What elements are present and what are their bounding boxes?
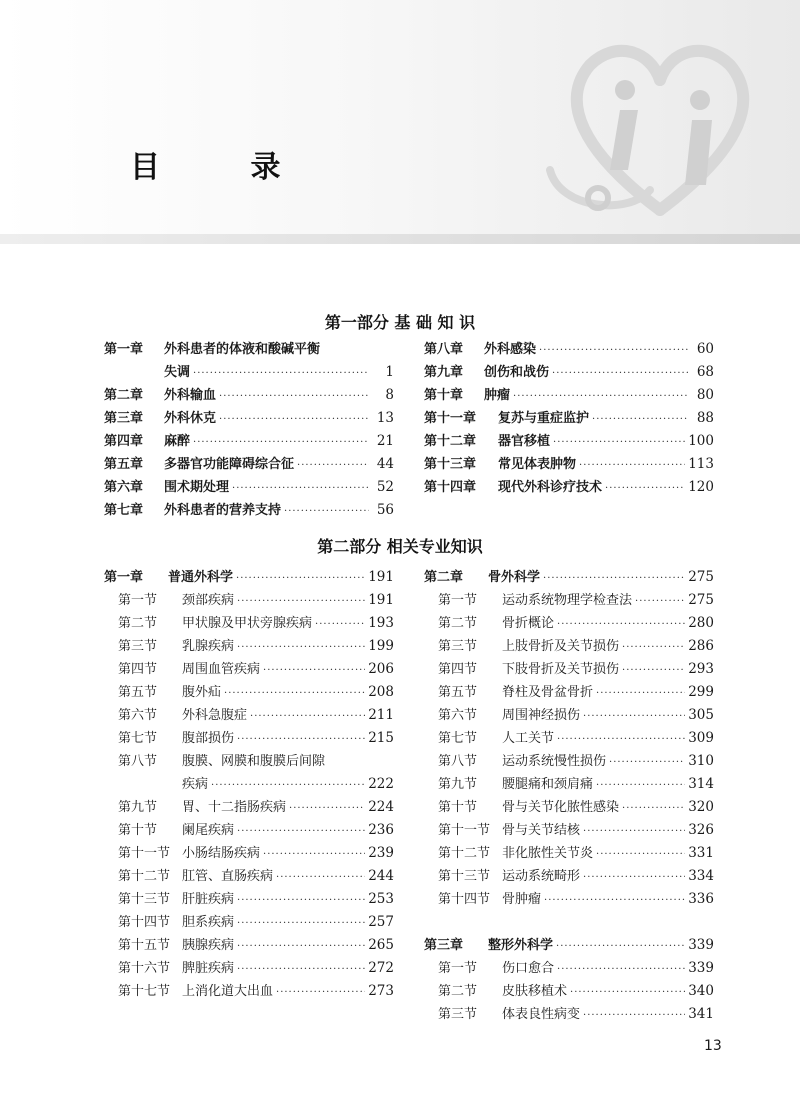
toc-entry[interactable]: [424, 453, 714, 476]
toc-entry[interactable]: [424, 658, 714, 681]
toc-entry[interactable]: [104, 911, 394, 934]
toc-title: 骨折概论: [502, 616, 555, 631]
toc-title: 多器官功能障碍综合征: [164, 457, 295, 472]
toc-entry[interactable]: [424, 980, 714, 1003]
toc-chapter-number: 第四节: [438, 662, 478, 677]
toc-chapter-number: 第三节: [438, 1007, 478, 1022]
toc-page-number: 88: [696, 410, 714, 426]
toc-leader-dots: [543, 567, 685, 590]
toc-title: 腹膜、网膜和腹膜后间隙: [182, 754, 326, 769]
toc-chapter-number: 第八节: [438, 754, 478, 769]
part1-title: 第一部分 基 础 知 识: [324, 313, 476, 332]
toc-entry[interactable]: [104, 658, 394, 681]
toc-entry[interactable]: [424, 750, 714, 773]
toc-leader-dots: [219, 385, 369, 408]
toc-entry[interactable]: [424, 796, 714, 819]
toc-title: 普通外科学: [168, 570, 234, 585]
toc-chapter-number: 第十四章: [424, 480, 477, 495]
toc-entry[interactable]: [424, 842, 714, 865]
toc-page-number: 13: [376, 410, 394, 426]
toc-title: 小肠结肠疾病: [182, 846, 261, 861]
toc-entry[interactable]: [104, 704, 394, 727]
toc-title: 外科急腹症: [182, 708, 248, 723]
toc-leader-dots: [250, 705, 365, 728]
toc-title: 运动系统畸形: [502, 869, 581, 884]
toc-leader-dots: [232, 477, 369, 500]
toc-leader-dots: [556, 935, 685, 958]
toc-title: 肛管、直肠疾病: [182, 869, 274, 884]
toc-leader-dots: [622, 659, 685, 682]
toc-page-number: 314: [688, 776, 714, 792]
toc-entry[interactable]: [104, 338, 394, 361]
toc-title: 皮肤移植术: [502, 984, 568, 999]
toc-entry[interactable]: [424, 361, 714, 384]
toc-leader-dots: [605, 477, 685, 500]
toc-title: 腹部损伤: [182, 731, 235, 746]
toc-chapter-number: 第一节: [438, 961, 478, 976]
toc-title: 失调: [164, 365, 191, 380]
toc-page-number: 280: [688, 615, 714, 631]
toc-entry[interactable]: [104, 430, 394, 453]
toc-chapter-number: 第一章: [104, 570, 144, 585]
toc-entry[interactable]: [424, 957, 714, 980]
part2-right-column: [424, 566, 714, 1026]
toc-page-number: 310: [688, 753, 714, 769]
toc-page-number: 113: [688, 456, 714, 472]
toc-title: 复苏与重症监护: [498, 411, 590, 426]
toc-title: 非化脓性关节炎: [502, 846, 594, 861]
toc-page-number: 273: [368, 983, 394, 999]
toc-page-number: 206: [368, 661, 394, 677]
toc-leader-dots: [583, 866, 685, 889]
toc-entry[interactable]: [424, 865, 714, 888]
toc-entry[interactable]: [424, 407, 714, 430]
toc-page-number: 222: [368, 776, 394, 792]
toc-page-number: 334: [688, 868, 714, 884]
toc-page-number: 21: [376, 433, 394, 449]
toc-leader-dots: [237, 636, 365, 659]
toc-chapter-number: 第十一章: [424, 411, 477, 426]
toc-title: 腰腿痛和颈肩痛: [502, 777, 594, 792]
toc-leader-dots: [570, 981, 685, 1004]
toc-title: 伤口愈合: [502, 961, 555, 976]
toc-chapter-number: 第四章: [104, 434, 144, 449]
toc-leader-dots: [237, 958, 365, 981]
toc-page-number: 299: [688, 684, 714, 700]
toc-title: 运动系统慢性损伤: [502, 754, 607, 769]
toc-entry[interactable]: [104, 888, 394, 911]
toc-leader-dots: [609, 751, 685, 774]
toc-entry[interactable]: [424, 635, 714, 658]
part2-left-column: [104, 566, 394, 1003]
toc-leader-dots: [513, 385, 689, 408]
toc-page-number: 44: [376, 456, 394, 472]
toc-title: 颈部疾病: [182, 593, 235, 608]
toc-entry[interactable]: [424, 612, 714, 635]
toc-page-number: 199: [368, 638, 394, 654]
toc-chapter-number: 第七章: [104, 503, 144, 518]
toc-title: 疾病: [182, 777, 209, 792]
toc-title: 周围神经损伤: [502, 708, 581, 723]
toc-leader-dots: [552, 362, 689, 385]
toc-leader-dots: [237, 820, 365, 843]
toc-chapter-number: 第六节: [438, 708, 478, 723]
toc-leader-dots: [539, 339, 689, 362]
toc-leader-dots: [236, 567, 365, 590]
toc-entry[interactable]: [104, 453, 394, 476]
toc-title: 外科患者的营养支持: [164, 503, 282, 518]
toc-page-number: 211: [368, 707, 394, 723]
toc-page-number: 286: [688, 638, 714, 654]
toc-entry[interactable]: [424, 888, 714, 911]
toc-title: 腹外疝: [182, 685, 222, 700]
toc-leader-dots: [193, 431, 369, 454]
toc-title: 脾脏疾病: [182, 961, 235, 976]
toc-leader-dots: [237, 590, 365, 613]
toc-page-number: 215: [368, 730, 394, 746]
toc-entry[interactable]: [104, 407, 394, 430]
toc-page-number: 80: [696, 387, 714, 403]
toc-chapter-number: 第十六节: [118, 961, 171, 976]
toc-chapter-number: 第七节: [438, 731, 478, 746]
toc-entry[interactable]: [104, 612, 394, 635]
toc-entry[interactable]: [424, 384, 714, 407]
toc-entry[interactable]: [104, 476, 394, 499]
toc-chapter-number: 第二章: [424, 570, 464, 585]
toc-page-number: 68: [696, 364, 714, 380]
toc-title: 胆系疾病: [182, 915, 235, 930]
toc-chapter-number: 第一节: [438, 593, 478, 608]
toc-title: 常见体表肿物: [498, 457, 577, 472]
toc-chapter-number: 第二章: [104, 388, 144, 403]
toc-page-number: 339: [688, 937, 714, 953]
toc-page-number: 224: [368, 799, 394, 815]
toc-chapter-number: 第六节: [118, 708, 158, 723]
toc-leader-dots: [553, 431, 685, 454]
toc-entry[interactable]: [424, 727, 714, 750]
toc-page-number: 193: [368, 615, 394, 631]
toc-leader-dots: [592, 408, 689, 431]
toc-leader-dots: [193, 362, 369, 385]
toc-title: 胰腺疾病: [182, 938, 235, 953]
toc-title: 骨与关节结核: [502, 823, 581, 838]
toc-chapter-number: 第十三章: [424, 457, 477, 472]
toc-title: 整形外科学: [488, 938, 554, 953]
toc-title: 肝脏疾病: [182, 892, 235, 907]
toc-chapter-number: 第五节: [118, 685, 158, 700]
toc-chapter-number: 第一章: [104, 342, 144, 357]
toc-title: 乳腺疾病: [182, 639, 235, 654]
toc-leader-dots: [557, 613, 685, 636]
toc-entry[interactable]: [424, 911, 714, 934]
toc-entry[interactable]: [424, 430, 714, 453]
toc-title: 脊柱及骨盆骨折: [502, 685, 594, 700]
toc-title: 器官移植: [498, 434, 551, 449]
toc-chapter-number: 第十章: [424, 388, 464, 403]
toc-leader-dots: [263, 659, 365, 682]
part1-right-column: [424, 338, 714, 499]
toc-chapter-number: 第五章: [104, 457, 144, 472]
toc-chapter-number: 第十三节: [118, 892, 171, 907]
toc-chapter-number: 第十七节: [118, 984, 171, 999]
toc-title: 外科患者的体液和酸碱平衡: [164, 342, 321, 357]
toc-page-number: 340: [688, 983, 714, 999]
toc-entry[interactable]: [104, 773, 394, 796]
toc-chapter-number: 第十节: [438, 800, 478, 815]
toc-title: 麻醉: [164, 434, 191, 449]
toc-entry[interactable]: [104, 635, 394, 658]
toc-title: 运动系统物理学检查法: [502, 593, 633, 608]
toc-entry[interactable]: [104, 566, 394, 589]
toc-title: 上消化道大出血: [182, 984, 274, 999]
toc-leader-dots: [622, 636, 685, 659]
toc-entry[interactable]: [424, 681, 714, 704]
toc-entry[interactable]: [104, 589, 394, 612]
toc-title: 骨与关节化脓性感染: [502, 800, 620, 815]
toc-leader-dots: [557, 958, 685, 981]
toc-entry[interactable]: [104, 796, 394, 819]
toc-entry[interactable]: [424, 589, 714, 612]
toc-page-number: 320: [688, 799, 714, 815]
page-number: 13: [704, 1038, 722, 1054]
toc-title: 上肢骨折及关节损伤: [502, 639, 620, 654]
toc-leader-dots: [579, 454, 685, 477]
toc-leader-dots: [583, 705, 685, 728]
toc-chapter-number: 第十四节: [438, 892, 491, 907]
toc-chapter-number: 第三节: [118, 639, 158, 654]
toc-chapter-number: 第三章: [424, 938, 464, 953]
toc-chapter-number: 第五节: [438, 685, 478, 700]
toc-chapter-number: 第三节: [438, 639, 478, 654]
toc-leader-dots: [263, 843, 365, 866]
header-band: [0, 234, 800, 244]
toc-page-number: 341: [688, 1006, 714, 1022]
toc-page-number: 305: [688, 707, 714, 723]
heart-logo-icon: [520, 20, 800, 220]
toc-page-number: 208: [368, 684, 394, 700]
toc-entry[interactable]: [424, 338, 714, 361]
toc-leader-dots: [237, 912, 365, 935]
toc-leader-dots: [276, 981, 365, 1004]
page-title: 目 录: [130, 150, 321, 185]
toc-page-number: 244: [368, 868, 394, 884]
toc-page-number: 56: [376, 502, 394, 518]
toc-entry[interactable]: [424, 773, 714, 796]
toc-page-number: 191: [368, 592, 394, 608]
toc-chapter-number: 第八节: [118, 754, 158, 769]
toc-leader-dots: [289, 797, 365, 820]
toc-leader-dots: [237, 728, 365, 751]
toc-entry[interactable]: [104, 750, 394, 773]
toc-leader-dots: [315, 613, 365, 636]
toc-title: 骨外科学: [488, 570, 541, 585]
toc-page-number: 326: [688, 822, 714, 838]
toc-title: 下肢骨折及关节损伤: [502, 662, 620, 677]
toc-chapter-number: 第十二节: [438, 846, 491, 861]
toc-leader-dots: [544, 889, 685, 912]
toc-leader-dots: [596, 774, 685, 797]
toc-title: 体表良性病变: [502, 1007, 581, 1022]
toc-chapter-number: 第九节: [438, 777, 478, 792]
toc-page-number: 60: [696, 341, 714, 357]
part2-title: 第二部分 相关专业知识: [317, 537, 483, 556]
toc-chapter-number: 第一节: [118, 593, 158, 608]
toc-leader-dots: [557, 728, 685, 751]
toc-chapter-number: 第四节: [118, 662, 158, 677]
toc-chapter-number: 第三章: [104, 411, 144, 426]
toc-title: 外科输血: [164, 388, 217, 403]
toc-entry[interactable]: [424, 1003, 714, 1026]
toc-leader-dots: [219, 408, 369, 431]
toc-entry[interactable]: [424, 566, 714, 589]
toc-chapter-number: 第七节: [118, 731, 158, 746]
toc-page-number: 265: [368, 937, 394, 953]
toc-entry[interactable]: [424, 819, 714, 842]
toc-title: 外科感染: [484, 342, 537, 357]
toc-leader-dots: [297, 454, 369, 477]
toc-chapter-number: 第六章: [104, 480, 144, 495]
toc-page-number: 191: [368, 569, 394, 585]
toc-entry[interactable]: [104, 819, 394, 842]
toc-title: 骨肿瘤: [502, 892, 542, 907]
toc-chapter-number: 第十四节: [118, 915, 171, 930]
toc-leader-dots: [237, 935, 365, 958]
toc-page-number: 293: [688, 661, 714, 677]
toc-title: 创伤和战伤: [484, 365, 550, 380]
toc-chapter-number: 第二节: [118, 616, 158, 631]
toc-entry[interactable]: [104, 384, 394, 407]
toc-leader-dots: [224, 682, 365, 705]
toc-chapter-number: 第十二节: [118, 869, 171, 884]
toc-entry[interactable]: [424, 704, 714, 727]
toc-leader-dots: [284, 500, 369, 523]
toc-page-number: 275: [688, 569, 714, 585]
toc-chapter-number: 第十一节: [438, 823, 491, 838]
toc-title: 肿瘤: [484, 388, 511, 403]
toc-page-number: 336: [688, 891, 714, 907]
toc-title: 现代外科诊疗技术: [498, 480, 603, 495]
toc-page-number: 253: [368, 891, 394, 907]
toc-chapter-number: 第十二章: [424, 434, 477, 449]
toc-page-number: 309: [688, 730, 714, 746]
toc-chapter-number: 第二节: [438, 984, 478, 999]
toc-entry[interactable]: [104, 681, 394, 704]
toc-leader-dots: [237, 889, 365, 912]
toc-title: 甲状腺及甲状旁腺疾病: [182, 616, 313, 631]
toc-entry[interactable]: [104, 934, 394, 957]
toc-chapter-number: 第十一节: [118, 846, 171, 861]
toc-page-number: 100: [688, 433, 714, 449]
toc-title: 围术期处理: [164, 480, 230, 495]
toc-entry[interactable]: [104, 957, 394, 980]
toc-entry[interactable]: [104, 865, 394, 888]
toc-entry[interactable]: [104, 361, 394, 384]
part1-left-column: [104, 338, 394, 522]
toc-title: 人工关节: [502, 731, 555, 746]
toc-page-number: 331: [688, 845, 714, 861]
toc-page-number: 275: [688, 592, 714, 608]
toc-page-number: 1: [385, 364, 394, 380]
toc-page-number: 257: [368, 914, 394, 930]
toc-leader-dots: [596, 682, 685, 705]
toc-page-number: 120: [688, 479, 714, 495]
toc-leader-dots: [635, 590, 685, 613]
toc-title: 外科休克: [164, 411, 217, 426]
toc-chapter-number: 第九节: [118, 800, 158, 815]
toc-chapter-number: 第二节: [438, 616, 478, 631]
toc-chapter-number: 第八章: [424, 342, 464, 357]
toc-leader-dots: [211, 774, 365, 797]
toc-page-number: 52: [376, 479, 394, 495]
toc-chapter-number: 第十三节: [438, 869, 491, 884]
toc-entry[interactable]: [104, 980, 394, 1003]
toc-page-number: 239: [368, 845, 394, 861]
toc-entry[interactable]: [104, 499, 394, 522]
toc-entry[interactable]: [424, 476, 714, 499]
toc-title: 周围血管疾病: [182, 662, 261, 677]
toc-leader-dots: [583, 1004, 685, 1027]
toc-chapter-number: 第十节: [118, 823, 158, 838]
toc-leader-dots: [276, 866, 365, 889]
toc-entry[interactable]: [104, 842, 394, 865]
toc-chapter-number: 第九章: [424, 365, 464, 380]
toc-page-number: 8: [385, 387, 394, 403]
toc-page-number: 272: [368, 960, 394, 976]
toc-title: 胃、十二指肠疾病: [182, 800, 287, 815]
toc-entry[interactable]: [424, 934, 714, 957]
toc-chapter-number: 第十五节: [118, 938, 171, 953]
toc-leader-dots: [622, 797, 685, 820]
toc-leader-dots: [583, 820, 685, 843]
toc-page-number: 339: [688, 960, 714, 976]
toc-page-number: 236: [368, 822, 394, 838]
toc-entry[interactable]: [104, 727, 394, 750]
toc-leader-dots: [596, 843, 685, 866]
toc-title: 阑尾疾病: [182, 823, 235, 838]
